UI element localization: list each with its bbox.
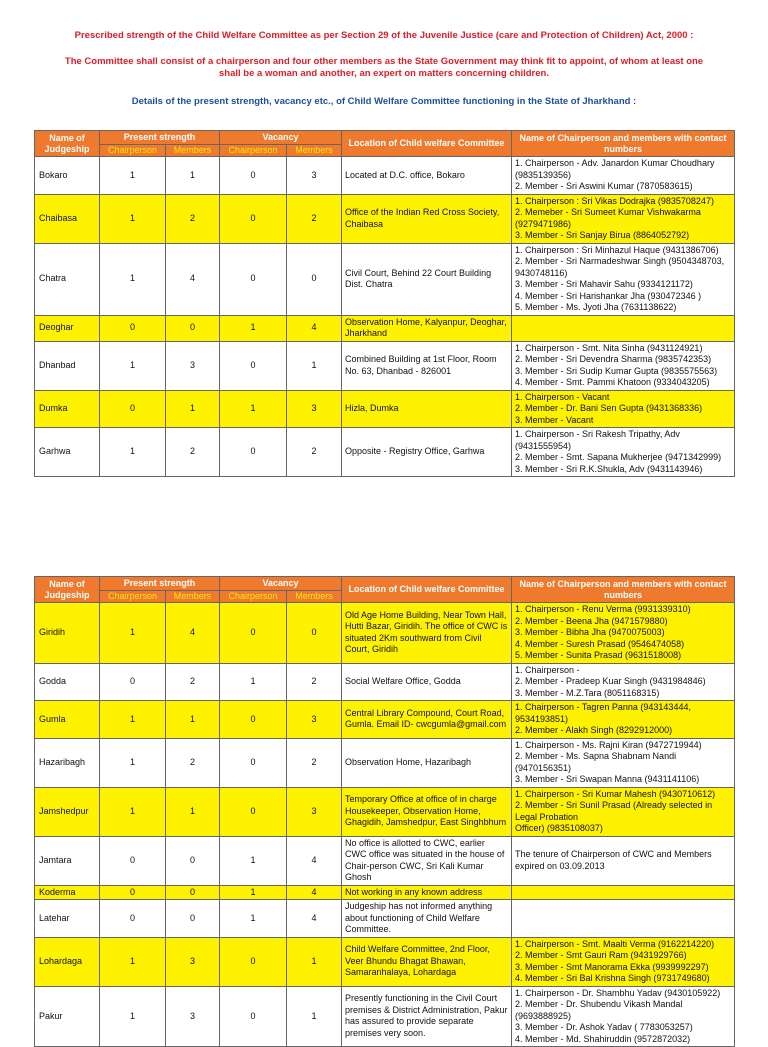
location-cell: Office of the Indian Red Cross Society, Chaibasa [342, 194, 512, 243]
header-location: Location of Child welfare Committee [342, 577, 512, 603]
table-row [35, 701, 735, 739]
present-members-cell: 3 [166, 341, 220, 390]
vacancy-chairperson-cell: 0 [220, 341, 287, 390]
header-vacancy-chairperson: Chairperson [220, 145, 287, 157]
table-row [35, 243, 735, 315]
members-cell [512, 390, 735, 428]
vacancy-members-cell: 4 [287, 885, 342, 900]
location-cell: Temporary Office at office of in charge Housekeeper, Observation Home, Ghagidih, Jamshedpur, East Singhbhum [342, 787, 512, 836]
member-line: 1. Chairperson : Sri Minhazul Haque (9431386706) [515, 244, 719, 255]
judgeship-cell: Gumla [35, 701, 100, 739]
header-vacancy-chairperson: Chairperson [220, 591, 287, 603]
location-cell: Social Welfare Office, Godda [342, 663, 512, 701]
member-line: 2. Member - Dr. Bani Sen Gupta (9431368336) [515, 403, 703, 413]
vacancy-members-cell: 3 [287, 157, 342, 195]
table-row [35, 986, 735, 1047]
present-chairperson-cell: 1 [100, 738, 166, 787]
members-cell [512, 428, 735, 477]
present-chairperson-cell: 1 [100, 243, 166, 315]
present-chairperson-cell: 0 [100, 315, 166, 341]
present-chairperson-cell: 0 [100, 900, 166, 938]
member-line: The tenure of Chairperson of CWC and Members expired on 03.09.2013 [515, 849, 712, 871]
member-line: 2. Member - Smt. Sapana Mukherjee (9471342999) [515, 452, 722, 462]
vacancy-chairperson-cell: 0 [220, 787, 287, 836]
present-chairperson-cell: 1 [100, 194, 166, 243]
member-line: 3. Member - Smt Manorama Ekka (9939992297) [515, 961, 709, 972]
intro-details: Details of the present strength, vacancy etc., of Child Welfare Committee functioning in the State of Jharkhand : [131, 96, 637, 107]
header-vacancy-members: Members [287, 145, 342, 157]
intro-prescribed: Prescribed strength of the Child Welfare Committee as per Section 29 of the Juvenile Justice (care and Protection of Children) Act, 2000 : [74, 30, 694, 41]
vacancy-chairperson-cell: 0 [220, 157, 287, 195]
judgeship-cell: Jamtara [35, 836, 100, 885]
location-cell: Presently functioning in the Civil Court premises & District Administration, Pakur has assured to provide separate premises very soon. [342, 986, 512, 1047]
present-members-cell: 1 [166, 390, 220, 428]
location-cell: Combined Building at 1st Floor, Room No. 63, Dhanbad - 826001 [342, 341, 512, 390]
judgeship-cell: Chaibasa [35, 194, 100, 243]
cwc-table-1 [34, 130, 735, 477]
member-line: 3. Member - Bibha Jha (9470075003) [515, 627, 665, 637]
header-present-members: Members [166, 145, 220, 157]
present-members-cell: 4 [166, 243, 220, 315]
member-line: 2. Member - Beena Jha (9471579880) [515, 615, 668, 626]
vacancy-chairperson-cell: 1 [220, 900, 287, 938]
member-line: 1. Chairperson - Adv. Janardon Kumar Choudhary (9835139356) [515, 158, 715, 180]
vacancy-chairperson-cell: 0 [220, 986, 287, 1047]
members-cell [512, 194, 735, 243]
member-line: 1. Chairperson - Sri Rakesh Tripathy, Adv (9431555954) [515, 429, 680, 451]
table-row [35, 341, 735, 390]
table-row [35, 428, 735, 477]
members-cell [512, 787, 735, 836]
member-line: 1. Chairperson - [515, 664, 580, 675]
present-members-cell: 2 [166, 428, 220, 477]
present-chairperson-cell: 1 [100, 157, 166, 195]
present-chairperson-cell: 1 [100, 701, 166, 739]
member-line: 2. Member - Smt Gauri Ram (9431929766) [515, 950, 687, 960]
vacancy-members-cell: 1 [287, 986, 342, 1047]
judgeship-cell: Chatra [35, 243, 100, 315]
vacancy-members-cell: 3 [287, 787, 342, 836]
member-line: 2. Member - Sri Devendra Sharma (9835742353) [515, 354, 712, 364]
intro-composition: The Committee shall consist of a chairperson and four other members as the State Government may think fit to appoint, of whom at least one shall be a woman and another, an expert on matters concerning children. [64, 56, 704, 79]
member-line: 1. Chairperson - Dr. Shambhu Yadav (9430105922) [515, 987, 721, 998]
member-line: 3. Member - Sri Sudip Kumar Gupta (9835575563) [515, 365, 718, 376]
vacancy-members-cell: 2 [287, 738, 342, 787]
location-cell: Central Library Compound, Court Road, Gumla. Email ID- cwcgumla@gmail.com [342, 701, 512, 739]
table-row [35, 194, 735, 243]
vacancy-members-cell: 2 [287, 194, 342, 243]
header-judgeship: Name of Judgeship [35, 131, 100, 157]
present-chairperson-cell: 1 [100, 986, 166, 1047]
vacancy-members-cell: 1 [287, 341, 342, 390]
present-members-cell: 1 [166, 787, 220, 836]
present-chairperson-cell: 0 [100, 836, 166, 885]
member-line: 3. Member - Dr. Ashok Yadav ( 7783053257) [515, 1022, 693, 1032]
present-members-cell: 0 [166, 885, 220, 900]
present-members-cell: 2 [166, 194, 220, 243]
header-vacancy: Vacancy [220, 577, 342, 591]
vacancy-chairperson-cell: 0 [220, 738, 287, 787]
members-cell [512, 885, 735, 900]
vacancy-chairperson-cell: 1 [220, 663, 287, 701]
header-members: Name of Chairperson and members with contact numbers [512, 131, 735, 157]
member-line: Officer) (9835108037) [515, 823, 603, 833]
present-chairperson-cell: 1 [100, 341, 166, 390]
member-line: 1. Chairperson : Sri Vikas Dodrajka (9835708247) [515, 195, 714, 206]
member-line: 4. Member - Suresh Prasad (9546474058) [515, 638, 685, 649]
table-row [35, 900, 735, 938]
header-judgeship: Name of Judgeship [35, 577, 100, 603]
members-cell [512, 157, 735, 195]
members-cell [512, 836, 735, 885]
table-row [35, 390, 735, 428]
table-row [35, 603, 735, 664]
location-cell: Located at D.C. office, Bokaro [342, 157, 512, 195]
vacancy-chairperson-cell: 0 [220, 243, 287, 315]
member-line: 2. Member - Dr. Shubendu Vikash Mandal (9693888925) [515, 999, 683, 1021]
location-cell: Civil Court, Behind 22 Court Building Dist. Chatra [342, 243, 512, 315]
judgeship-cell: Pakur [35, 986, 100, 1047]
member-line: 2. Memeber - Sri Sumeet Kumar Vishwakarma (9279471986) [515, 207, 701, 229]
member-line: 5. Member - Ms. Jyoti Jha (7631138622) [515, 302, 677, 312]
judgeship-cell: Koderma [35, 885, 100, 900]
member-line: 3. Member - Sri Swapan Manna (9431141106) [515, 774, 700, 784]
members-cell [512, 738, 735, 787]
judgeship-cell: Bokaro [35, 157, 100, 195]
table-row [35, 738, 735, 787]
vacancy-members-cell: 3 [287, 701, 342, 739]
header-vacancy: Vacancy [220, 131, 342, 145]
members-cell [512, 701, 735, 739]
location-cell: Not working in any known address [342, 885, 512, 900]
judgeship-cell: Giridih [35, 603, 100, 664]
vacancy-chairperson-cell: 0 [220, 937, 287, 986]
vacancy-chairperson-cell: 1 [220, 885, 287, 900]
member-line: 3. Member - Sri Mahavir Sahu (9334121172) [515, 279, 693, 289]
present-members-cell: 4 [166, 603, 220, 664]
vacancy-members-cell: 2 [287, 663, 342, 701]
vacancy-members-cell: 3 [287, 390, 342, 428]
judgeship-cell: Jamshedpur [35, 787, 100, 836]
vacancy-chairperson-cell: 0 [220, 603, 287, 664]
vacancy-members-cell: 0 [287, 243, 342, 315]
members-cell [512, 243, 735, 315]
vacancy-chairperson-cell: 0 [220, 701, 287, 739]
table-row [35, 885, 735, 900]
header-present-chairperson: Chairperson [100, 591, 166, 603]
member-line: 1. Chairperson - Sri Kumar Mahesh (9430710612) [515, 788, 716, 799]
members-cell [512, 900, 735, 938]
table-row [35, 787, 735, 836]
vacancy-members-cell: 2 [287, 428, 342, 477]
present-members-cell: 1 [166, 701, 220, 739]
present-members-cell: 3 [166, 986, 220, 1047]
header-location: Location of Child welfare Committee [342, 131, 512, 157]
location-cell: Observation Home, Kalyanpur, Deoghar, Jharkhand [342, 315, 512, 341]
judgeship-cell: Lohardaga [35, 937, 100, 986]
cwc-table-2 [34, 576, 735, 1047]
present-members-cell: 2 [166, 663, 220, 701]
judgeship-cell: Godda [35, 663, 100, 701]
judgeship-cell: Hazaribagh [35, 738, 100, 787]
judgeship-cell: Deoghar [35, 315, 100, 341]
location-cell: Opposite - Registry Office, Garhwa [342, 428, 512, 477]
present-chairperson-cell: 1 [100, 787, 166, 836]
member-line: 1. Chairperson - Smt. Nita Sinha (9431124921) [515, 342, 703, 353]
member-line: 1. Chairperson - Tagren Panna (943143444, 9534193851) [515, 702, 691, 724]
vacancy-members-cell: 4 [287, 836, 342, 885]
member-line: 3. Member - Vacant [515, 414, 594, 425]
header-members: Name of Chairperson and members with contact numbers [512, 577, 735, 603]
member-line: 1. Chairperson - Renu Verma (9931339310) [515, 604, 691, 614]
present-chairperson-cell: 1 [100, 428, 166, 477]
location-cell: Child Welfare Committee, 2nd Floor, Veer Bhundu Bhagat Bhawan, Samaranhalaya, Lohardaga [342, 937, 512, 986]
location-cell: Judgeship has not informed anything about functioning of Child Welfare Committee. [342, 900, 512, 938]
present-members-cell: 0 [166, 900, 220, 938]
location-cell: Observation Home, Hazaribagh [342, 738, 512, 787]
member-line: 3. Member - Sri R.K.Shukla, Adv (9431143946) [515, 463, 703, 474]
table-row [35, 937, 735, 986]
vacancy-members-cell: 4 [287, 315, 342, 341]
present-members-cell: 0 [166, 836, 220, 885]
vacancy-members-cell: 4 [287, 900, 342, 938]
table-row [35, 836, 735, 885]
header-present-strength: Present strength [100, 577, 220, 591]
member-line: 2. Member - Ms. Sapna Shabnam Nandi (9470156351) [515, 751, 677, 773]
member-line: 2. Member - Sri Aswini Kumar (7870583615) [515, 181, 693, 191]
present-members-cell: 3 [166, 937, 220, 986]
member-line: 2. Member - Pradeep Kuar Singh (9431984846) [515, 676, 706, 686]
table-row [35, 315, 735, 341]
table-row [35, 157, 735, 195]
vacancy-members-cell: 0 [287, 603, 342, 664]
table-row [35, 663, 735, 701]
member-line: 2. Member - Sri Sunil Prasad (Already selected in Legal Probation [515, 800, 713, 822]
location-cell: Old Age Home Building, Near Town Hall, Hutti Bazar, Giridih. The office of CWC is situated 2Km southward from Civil Court, Giridih [342, 603, 512, 664]
judgeship-cell: Garhwa [35, 428, 100, 477]
cwc-table-2-body [35, 603, 735, 1047]
member-line: 3. Member - M.Z.Tara (8051168315) [515, 687, 660, 698]
members-cell [512, 986, 735, 1047]
members-cell [512, 937, 735, 986]
header-present-strength: Present strength [100, 131, 220, 145]
judgeship-cell: Dhanbad [35, 341, 100, 390]
member-line: 3. Member - Sri Sanjay Birua (8864052792) [515, 230, 690, 240]
member-line: 4. Member - Md. Shahiruddin (9572872032) [515, 1033, 691, 1044]
location-cell: Hizla, Dumka [342, 390, 512, 428]
header-present-members: Members [166, 591, 220, 603]
present-members-cell: 0 [166, 315, 220, 341]
vacancy-chairperson-cell: 0 [220, 428, 287, 477]
member-line: 4. Member - Smt. Pammi Khatoon (9334043205) [515, 377, 710, 387]
cwc-table-1-body [35, 157, 735, 477]
vacancy-chairperson-cell: 1 [220, 390, 287, 428]
members-cell [512, 315, 735, 341]
present-chairperson-cell: 0 [100, 885, 166, 900]
vacancy-chairperson-cell: 0 [220, 194, 287, 243]
location-cell: No office is allotted to CWC, earlier CWC office was situated in the house of Chair-person CWC, Sri Kali Kumar Ghosh [342, 836, 512, 885]
vacancy-members-cell: 1 [287, 937, 342, 986]
present-members-cell: 2 [166, 738, 220, 787]
member-line: 5. Member - Sunita Prasad (9631518008) [515, 650, 682, 660]
header-vacancy-members: Members [287, 591, 342, 603]
header-present-chairperson: Chairperson [100, 145, 166, 157]
present-chairperson-cell: 0 [100, 390, 166, 428]
vacancy-chairperson-cell: 1 [220, 836, 287, 885]
judgeship-cell: Dumka [35, 390, 100, 428]
judgeship-cell: Latehar [35, 900, 100, 938]
member-line: 1. Chairperson - Smt. Maalti Verma (9162214220) [515, 938, 715, 949]
members-cell [512, 663, 735, 701]
member-line: 1. Chairperson - Vacant [515, 391, 610, 402]
member-line: 2. Member - Alakh Singh (8292912000) [515, 725, 673, 735]
members-cell [512, 341, 735, 390]
members-cell [512, 603, 735, 664]
member-line: 1. Chairperson - Ms. Rajni Kiran (9472719944) [515, 739, 702, 750]
member-line: 2. Member - Sri Narmadeshwar Singh (9504348703, 9430748116) [515, 256, 725, 278]
present-chairperson-cell: 1 [100, 603, 166, 664]
member-line: 4. Member - Sri Bal Krishna Singh (9731749680) [515, 973, 710, 983]
vacancy-chairperson-cell: 1 [220, 315, 287, 341]
present-chairperson-cell: 0 [100, 663, 166, 701]
member-line: 4. Member - Sri Harishankar Jha (930472346 ) [515, 290, 702, 301]
present-chairperson-cell: 1 [100, 937, 166, 986]
present-members-cell: 1 [166, 157, 220, 195]
